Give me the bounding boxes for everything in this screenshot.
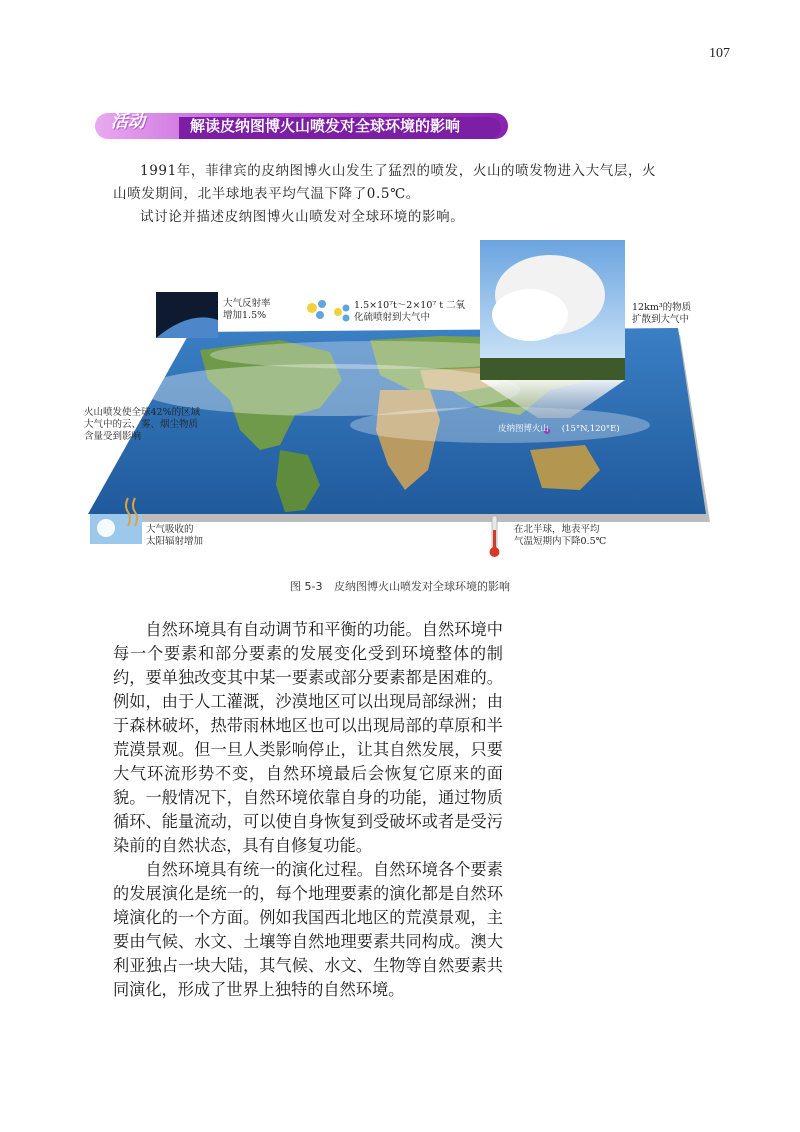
label-temperature [514,524,606,548]
label-solar-line-2: 太阳辐射增加 [146,536,204,547]
volcano-coordinates: (15°N,120°E) [561,424,620,434]
label-volcano [498,423,620,435]
figure-caption-text: 皮纳图博火山喷发对全球环境的影响 [333,580,510,593]
figure-caption-number: 图 5-3 [290,580,323,593]
body-text [113,618,503,1002]
label-clouds-line-3: 含量受到影响 [84,431,142,442]
thermometer-mercury [493,530,496,548]
so2-oxygen-4 [343,315,350,322]
label-albedo-line-1: 大气反射率 [223,298,271,309]
figure-volcano-impact [80,240,720,570]
sun-icon [97,519,115,537]
so2-oxygen-1 [318,300,326,308]
so2-oxygen-2 [316,311,324,319]
label-clouds-line-2: 大气中的云、雾、烟尘物质 [84,419,199,430]
activity-intro [113,160,703,229]
label-albedo-line-2: 增加1.5% [223,310,267,321]
body-paragraph-2: 自然环境具有统一的演化过程。自然环境各个要素的发展演化是统一的，每个地理要素的演化都是自然环境演化的一个方面。例如我国西北地区的荒漠景观，主要由气候、水文、土壤等自然地理要素共同构成。澳大利亚独占一块大陆，其气候、水文、生物等自然要素共同演化，形成了世界上独特的自然环境。 [113,860,503,999]
so2-molecule-icon [307,303,317,313]
eruption-plume-2 [492,289,568,341]
label-temperature-line-1: 在北半球，地表平均 [514,524,600,535]
label-so2-line-2: 化硫喷射到大气中 [354,312,431,323]
so2-molecule-icon-2 [334,308,342,316]
figure-caption [0,578,800,594]
volcano-name: 皮纳图博火山 [498,424,550,434]
label-matter-line-2: 扩散到大气中 [632,314,690,325]
label-so2-line-1: 1.5×10⁷t～2×10⁷ t 二氧 [354,300,466,311]
intro-line-2: 山喷发期间，北半球地表平均气温下降了0.5℃。 [113,186,420,202]
body-paragraph-1: 自然环境具有自动调节和平衡的功能。自然环境中每一个要素和部分要素的发展变化受到环境整体的制约，要单独改变其中某一要素或部分要素都是困难的。例如，由于人工灌溉，沙漠地区可以出现局部绿洲；由于森林破坏，热带雨林地区也可以出现局部的草原和半荒漠景观。但一旦人类影响停止，让其自然发展，只要大气环流形势不变，自然环境最后会恢复它原来的面貌。一般情况下，自然环境依靠自身的功能，通过物质循环、能量流动，可以使自身恢复到受破坏或者是受污染前的自然状态，具有自修复功能。 [113,620,503,855]
so2-oxygen-3 [343,305,350,312]
label-clouds-line-1: 火山喷发使全球42%的区域 [84,407,201,418]
activity-title: 解读皮纳图博火山喷发对全球环境的影响 [190,117,461,135]
page-number: 107 [709,46,730,61]
activity-header [95,113,508,139]
world-map-illustration [80,240,720,570]
label-solar [146,524,203,548]
label-temperature-line-2: 气温短期内下降0.5℃ [514,536,607,547]
intro-line-3: 试讨论并描述皮纳图博火山喷发对全球环境的影响。 [140,209,465,225]
label-so2 [354,300,465,324]
activity-tag: 活动 [111,112,145,132]
label-albedo [223,298,271,322]
label-matter [632,302,691,326]
label-clouds [84,407,200,443]
thermometer-bulb [490,547,500,557]
photo-treeline [480,358,625,380]
label-matter-line-1: 12km³的物质 [632,302,692,313]
intro-line-1: 1991年，菲律宾的皮纳图博火山发生了猛烈的喷发，火山的喷发物进入大气层，火 [140,163,657,179]
label-solar-line-1: 大气吸收的 [146,524,194,535]
